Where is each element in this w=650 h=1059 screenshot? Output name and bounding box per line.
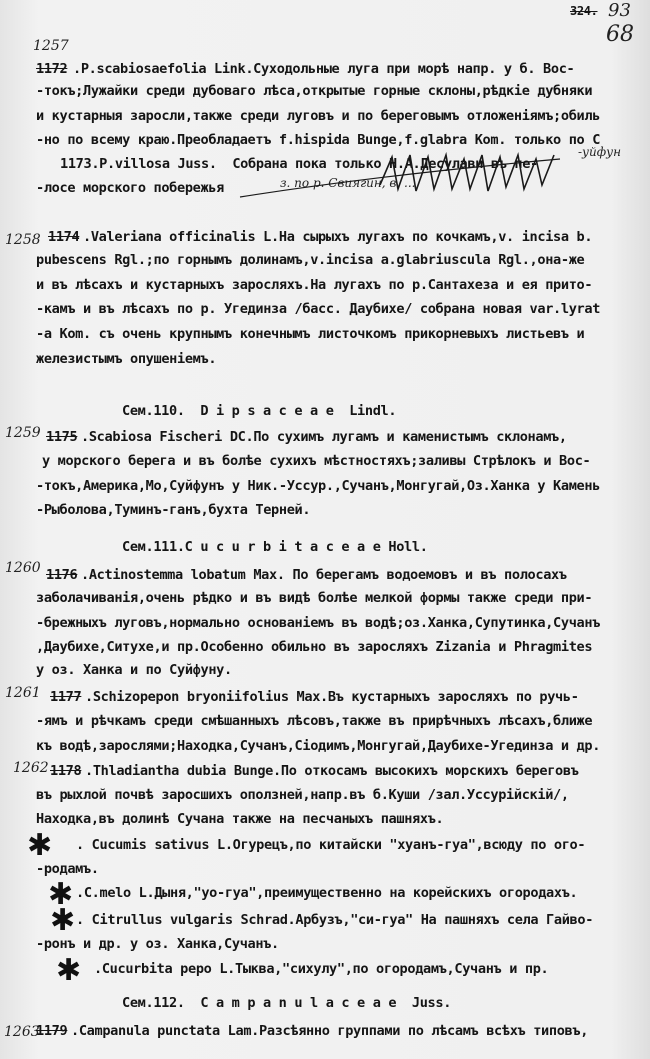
old-entry-number: 1178 bbox=[50, 763, 82, 779]
text-line: у морского берега и въ болѣе сухихъ мѣстностяхъ;заливы Стрѣлокъ и Вос- bbox=[42, 453, 591, 469]
handwritten-page-number: 93 bbox=[608, 0, 631, 21]
text-line: .Cucurbita pepo L.Тыква,"сихулу",по огородамъ,Сучанъ и пр. bbox=[94, 961, 549, 977]
asterisk-icon: ✱ bbox=[27, 828, 53, 863]
margin-number: 1260 bbox=[5, 560, 41, 576]
handwritten-note: -уйфун bbox=[578, 145, 622, 159]
text-line: и кустарныя заросли,также среди луговъ и по береговымъ отложеніямъ;обиль bbox=[36, 108, 601, 124]
family-heading: Сем.111.C u c u r b i t a c e a e Holl. bbox=[122, 539, 428, 555]
text-line: .P.scabiosaefolia Link.Суходольные луга при морѣ напр. у б. Вос- bbox=[73, 61, 575, 77]
text-line: -брежныхъ луговъ,нормально основаніемъ въ водѣ;оз.Ханка,Супутинка,Сучанъ bbox=[36, 615, 601, 631]
old-entry-number: 1176 bbox=[46, 567, 78, 583]
text-line: -ямъ и рѣчкамъ среди смѣшанныхъ лѣсовъ,также въ прирѣчныхъ лѣсахъ,ближе bbox=[36, 713, 593, 729]
text-line: .Schizopepon bryoniifolius Max.Въ кустарныхъ заросляхъ по ручь- bbox=[85, 689, 579, 705]
text-line: -камъ и въ лѣсахъ по р. Угединза /басс. Даубихе/ собрана новая var.lyrat bbox=[36, 301, 601, 317]
handwritten-note: з. по р. Свиягин, в ... bbox=[280, 176, 424, 190]
asterisk-icon: ✱ bbox=[48, 877, 74, 912]
text-line: -родамъ. bbox=[36, 861, 99, 877]
margin-number: 1261 bbox=[5, 685, 41, 701]
asterisk-icon: ✱ bbox=[50, 903, 76, 938]
family-heading: Сем.112. C a m p a n u l a c e a e Juss. bbox=[122, 995, 452, 1011]
text-line: -но по всему краю.Преобладаетъ f.hispida Bunge,f.glabra Kom. только по С bbox=[36, 132, 601, 148]
margin-number: 1263 bbox=[4, 1024, 40, 1040]
text-line: pubescens Rgl.;по горнымъ долинамъ,v.incisa a.glabriuscula Rgl.,она-же bbox=[36, 252, 585, 268]
text-line: железистымъ опушеніемъ. bbox=[36, 351, 217, 367]
text-line: .Scabiosa Fischeri DC.По сухимъ лугамъ и каменистымъ склонамъ, bbox=[81, 429, 567, 445]
text-line: и въ лѣсахъ и кустарныхъ заросляхъ.На лугахъ по р.Сантахеза и ея прито- bbox=[36, 277, 593, 293]
margin-number: 1258 bbox=[5, 232, 41, 248]
text-line: -a Kom. съ очень крупнымъ конечнымъ листочкомъ прикорневыхъ листьевъ и bbox=[36, 326, 585, 342]
text-line: къ водѣ,зарослями;Находка,Сучанъ,Сіодимъ,Монгугай,Даубихе-Угединза и др. bbox=[36, 738, 601, 754]
text-line: -токъ;Лужайки среди дубоваго лѣса,открытые горные склоны,рѣдкіе дубняки bbox=[36, 83, 593, 99]
text-line: .Campanula punctata Lam.Разсѣянно группами по лѣсамъ всѣхъ типовъ, bbox=[71, 1023, 589, 1039]
text-line: . Citrullus vulgaris Schrad.Арбузъ,"си-гуа" На пашняхъ села Гайво- bbox=[76, 912, 594, 928]
old-entry-number: 1177 bbox=[50, 689, 82, 705]
text-line: . Cucumis sativus L.Огурецъ,по китайски "хуанъ-гуа",всюду по ого- bbox=[76, 837, 586, 853]
old-entry-number: 1172 bbox=[36, 61, 68, 77]
text-line: .C.melo L.Дыня,"уо-гуа",преимущественно на корейскихъ огородахъ. bbox=[76, 885, 578, 901]
text-line: .Actinostemma lobatum Max. По берегамъ водоемовъ и въ полосахъ bbox=[81, 567, 567, 583]
text-line: ,Даубихе,Ситухе,и пр.Особенно обильно въ заросляхъ Zizania и Phragmites bbox=[36, 639, 593, 655]
family-heading: Сем.110. D i p s a c e a e Lindl. bbox=[122, 403, 397, 419]
text-line: -токъ,Америка,Мо,Суйфунъ у Ник.-Уссур.,Сучанъ,Монгугай,Оз.Ханка у Камень bbox=[36, 478, 601, 494]
text-line: -Рыболова,Туминъ-ганъ,бухта Терней. bbox=[36, 502, 311, 518]
asterisk-icon: ✱ bbox=[56, 953, 82, 988]
old-entry-number: 1179 bbox=[36, 1023, 68, 1039]
handwritten-page-number-secondary: 68 bbox=[606, 22, 634, 47]
text-line: -ронъ и др. у оз. Ханка,Сучанъ. bbox=[36, 936, 279, 952]
margin-number: 1257 bbox=[33, 38, 69, 54]
margin-number: 1259 bbox=[5, 425, 41, 441]
text-line: -лосе морского побережья bbox=[36, 180, 225, 196]
text-line: 1173.P.villosa Juss. Собрана пока только Н.А.Десулави въ пе- bbox=[60, 156, 538, 172]
text-line: въ рыхлой почвѣ заросшихъ оползней,напр.въ б.Куши /зал.Уссурійскій/, bbox=[36, 787, 569, 803]
crossout-scribble bbox=[0, 145, 650, 225]
text-line: заболачиванія,очень рѣдко и въ видѣ болѣе мелкой формы также среди при- bbox=[36, 590, 593, 606]
old-entry-number: 1174 bbox=[48, 229, 80, 245]
text-line: у оз. Ханка и по Суйфуну. bbox=[36, 662, 232, 678]
margin-number: 1262 bbox=[13, 760, 49, 776]
text-line: .Thladiantha dubia Bunge.По откосамъ высокихъ морскихъ береговъ bbox=[85, 763, 579, 779]
text-line: Находка,въ долинѣ Сучана также на песчаныхъ пашняхъ. bbox=[36, 811, 444, 827]
old-entry-number: 1175 bbox=[46, 429, 78, 445]
typed-page-number: 324. bbox=[570, 4, 598, 18]
text-line: .Valeriana officinalis L.На сырыхъ лугахъ по кочкамъ,v. incisa b. bbox=[83, 229, 593, 245]
